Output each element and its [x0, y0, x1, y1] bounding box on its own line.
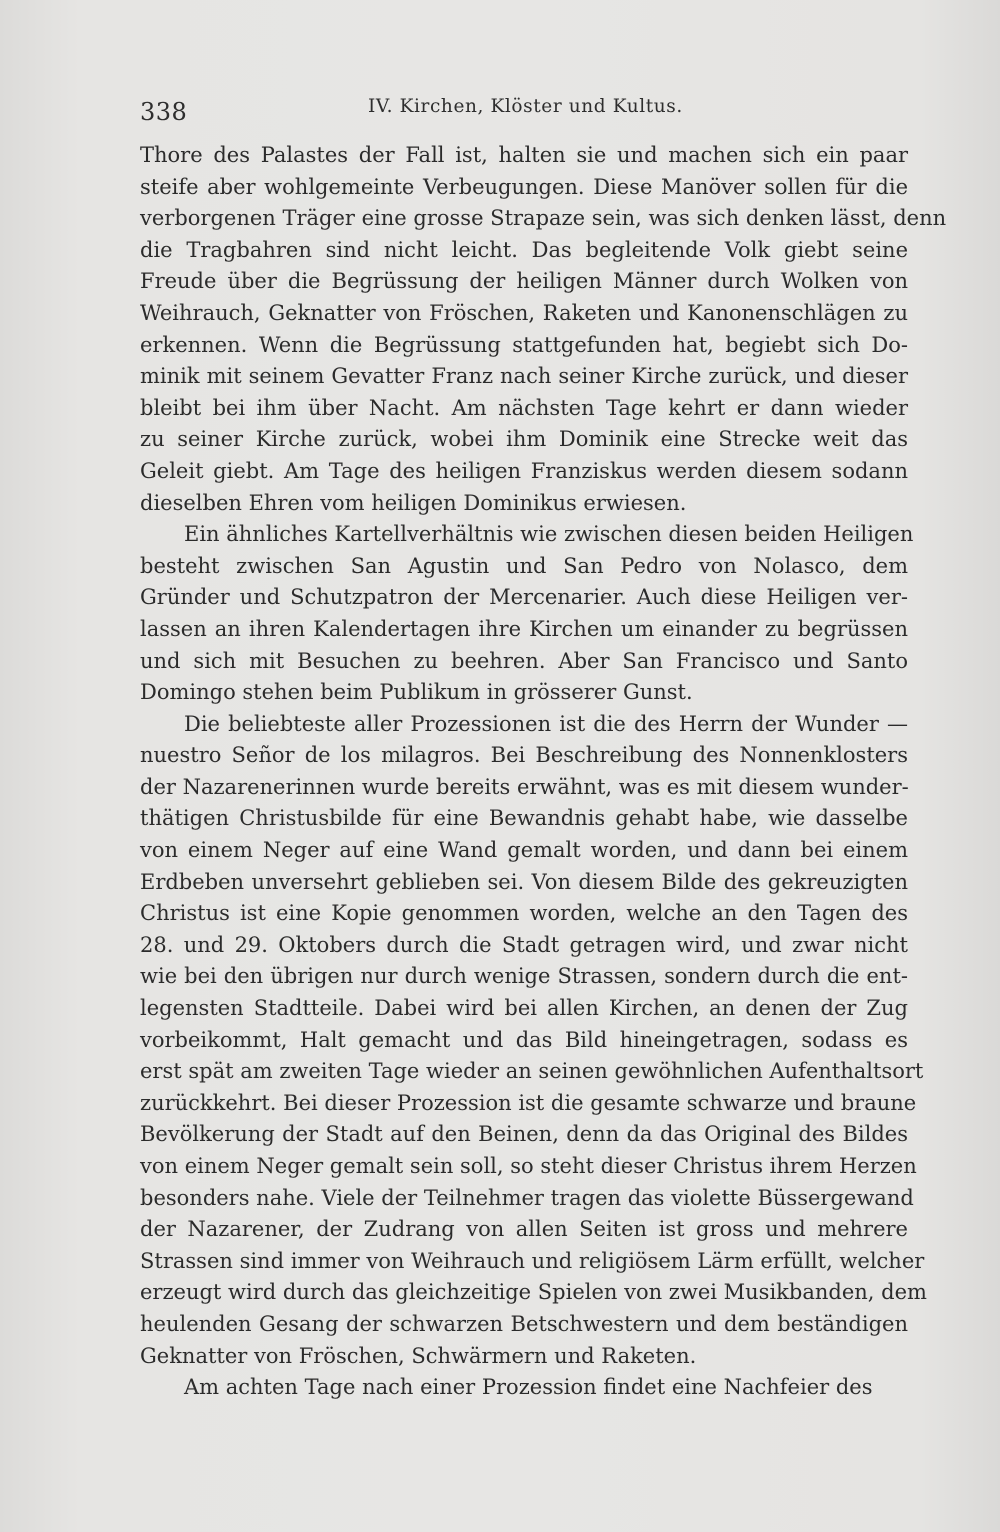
text-line: nuestro Señor de los milagros. Bei Beschreibung des Nonnenklosters [140, 743, 908, 768]
text-line: verborgenen Träger eine grosse Strapaze sein, was sich denken lässt, denn [140, 206, 947, 231]
page-header [140, 92, 908, 132]
text-line: Domingo stehen beim Publikum in grösserer Gunst. [140, 680, 693, 705]
text-line: Freude über die Begrüssung der heiligen Männer durch Wolken von [140, 269, 908, 294]
running-head: IV. Kirchen, Klöster und Kultus. [368, 96, 683, 117]
text-line: erzeugt wird durch das gleichzeitige Spielen von zwei Musikbanden, dem [140, 1280, 927, 1305]
text-line: 28. und 29. Oktobers durch die Stadt getragen wird, und zwar nicht [140, 932, 908, 957]
text-line: besonders nahe. Viele der Teilnehmer tragen das violette Büssergewand [140, 1185, 914, 1210]
text-line: von einem Neger gemalt sein soll, so steht dieser Christus ihrem Herzen [140, 1154, 917, 1178]
paragraph [140, 1372, 908, 1404]
text-line: zurückkehrt. Bei dieser Prozession ist die gesamte schwarze und braune [140, 1090, 917, 1115]
text-line: Thore des Palastes der Fall ist, halten sie und machen sich ein paar [140, 143, 908, 167]
text-line: legensten Stadtteile. Dabei wird bei allen Kirchen, an denen der Zug [140, 996, 908, 1021]
text-line: wie bei den übrigen nur durch wenige Strassen, sondern durch die ent- [140, 964, 908, 989]
page-body [140, 140, 947, 1404]
paragraph [140, 519, 914, 709]
text-line: der Nazarener, der Zudrang von allen Seiten ist gross und mehrere [140, 1217, 908, 1242]
text-line: von einem Neger auf eine Wand gemalt worden, und dann bei einem [140, 838, 908, 863]
text-line: Am achten Tage nach einer Prozession findet eine Nachfeier des [184, 1375, 873, 1400]
text-line: steife aber wohlgemeinte Verbeugungen. Diese Manöver sollen für die [140, 174, 908, 199]
text-line: Christus ist eine Kopie genommen worden, welche an den Tagen des [140, 901, 908, 926]
text-line: thätigen Christusbilde für eine Bewandnis gehabt habe, wie dasselbe [140, 806, 908, 831]
text-line: Strassen sind immer von Weihrauch und religiösem Lärm erfüllt, welcher [140, 1248, 925, 1273]
text-line: Geleit giebt. Am Tage des heiligen Franziskus werden diesem sodann [140, 458, 908, 483]
text-line: Gründer und Schutzpatron der Mercenarier. Auch diese Heiligen ver- [140, 585, 908, 610]
text-line: erst spät am zweiten Tage wieder an seinen gewöhnlichen Aufenthaltsort [140, 1059, 924, 1084]
text-line: der Nazarenerinnen wurde bereits erwähnt, was es mit diesem wunder- [140, 774, 909, 799]
text-line: lassen an ihren Kalendertagen ihre Kirchen um einander zu begrüssen [140, 616, 908, 641]
text-line: vorbeikommt, Halt gemacht und das Bild hineingetragen, sodass es [140, 1027, 908, 1052]
text-line: Erdbeben unversehrt geblieben sei. Von diesem Bilde des gekreuzigten [140, 869, 908, 894]
text-line: zu seiner Kirche zurück, wobei ihm Dominik eine Strecke weit das [140, 427, 908, 452]
text-line: und sich mit Besuchen zu beehren. Aber San Francisco und Santo [140, 648, 908, 673]
text-line: die Tragbahren sind nicht leicht. Das begleitende Volk giebt seine [140, 237, 908, 262]
paragraph [140, 140, 947, 519]
text-line: Geknatter von Fröschen, Schwärmern und Raketen. [140, 1343, 697, 1368]
text-line: Die beliebteste aller Prozessionen ist die des Herrn der Wunder — [184, 711, 908, 736]
text-line: Ein ähnliches Kartellverhältnis wie zwischen diesen beiden Heiligen [184, 522, 914, 547]
text-line: dieselben Ehren vom heiligen Dominikus erwiesen. [140, 490, 687, 515]
text-line: heulenden Gesang der schwarzen Betschwestern und dem beständigen [140, 1311, 908, 1336]
page-number: 338 [140, 98, 188, 126]
text-line: erkennen. Wenn die Begrüssung stattgefunden hat, begiebt sich Do- [140, 332, 908, 357]
text-line: minik mit seinem Gevatter Franz nach seiner Kirche zurück, und dieser [140, 364, 908, 389]
text-line: Bevölkerung der Stadt auf den Beinen, denn da das Original des Bildes [140, 1122, 908, 1147]
text-line: Weihrauch, Geknatter von Fröschen, Raketen und Kanonenschlägen zu [140, 300, 908, 325]
text-line: besteht zwischen San Agustin und San Pedro von Nolasco, dem [140, 553, 908, 578]
paragraph [140, 709, 927, 1372]
text-line: bleibt bei ihm über Nacht. Am nächsten Tage kehrt er dann wieder [140, 395, 908, 420]
